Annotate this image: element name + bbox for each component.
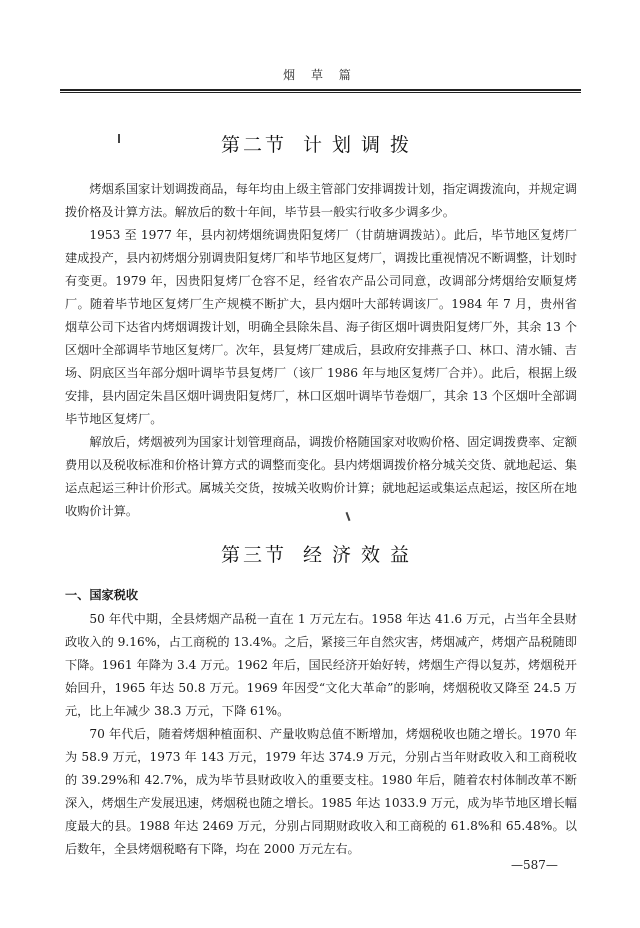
section-number: 第三节	[220, 544, 287, 566]
paragraph: 70 年代后，随着烤烟种植面积、产量收购总值不断增加，烤烟税收也随之增长。1970 年为 58.9 万元，1973 年 143 万元，1979 年达 374.9 万元，分别占当年财政收入和工商税收的 39.29%和 42.7%，成为毕节县财政收入的重要支柱。1980 年后，随着农村体制改革不断深入，烤烟生产发展迅速，烤烟税也随之增长。1985 年达 1033.9 万元，成为毕节地区增长幅度最大的县。1988 年达 2469 万元，分别占同期财政收入和工商税的 61.8%和 65.48%。以后数年，全县烤烟税略有下降，均在 2000 万元左右。	[65, 727, 577, 856]
section-name: 经济效益	[303, 544, 420, 566]
section-2-body	[65, 178, 577, 523]
page-number: —587—	[511, 858, 558, 872]
section-number: 第二节	[220, 134, 287, 156]
paragraph: 50 年代中期，全县烤烟产品税一直在 1 万元左右。1958 年达 41.6 万元，占当年全县财政收入的 9.16%，占工商税的 13.4%。之后，紧接三年自然灾害，烤烟减产，烤烟产品税随即下降。1961 年降为 3.4 万元。1962 年后，国民经济开始好转，烤烟生产得以复苏，烤烟税开始回升，1965 年达 50.8 万元。1969 年因受“文化大革命”的影响，烤烟税收又降至 24.5 万元，比上年减少 38.3 万元，下降 61%。	[65, 612, 577, 718]
paragraph: 烤烟系国家计划调拨商品，每年均由上级主管部门安排调拨计划，指定调拨流向，并规定调拨价格及计算方法。解放后的数十年间，毕节县一般实行收多少调多少。	[65, 182, 577, 219]
running-head: 烟 草 篇	[283, 68, 357, 82]
section-name: 计划调拨	[303, 134, 420, 156]
section-title-3	[0, 540, 640, 567]
section-title-2	[0, 130, 640, 157]
paragraph: 解放后，烤烟被列为国家计划管理商品，调拨价格随国家对收购价格、固定调拨费率、定额费用以及税收标准和价格计算方式的调整而变化。县内烤烟调拨价格分城关交货、就地起运、集运点起运三种计价形式。属城关交货，按城关收购价计算；就地起运或集运点起运，按区所在地收购价计算。	[65, 435, 577, 518]
paragraph: 1953 至 1977 年，县内初烤烟统调贵阳复烤厂（甘荫塘调拨站）。此后，毕节地区复烤厂建成投产，县内初烤烟分别调贵阳复烤厂和毕节地区复烤厂，调拨比重视情况不断调整，计划时有变更。1979 年，因贵阳复烤厂仓容不足，经省农产品公司同意，改调部分烤烟给安顺复烤厂。随着毕节地区复烤厂生产规模不断扩大，县内烟叶大部转调该厂。1984 年 7 月，贵州省烟草公司下达省内烤烟调拨计划，明确全县除朱昌、海子街区烟叶调贵阳复烤厂外，其余 13 个区烟叶全部调毕节地区复烤厂。次年，县复烤厂建成后，县政府安排燕子口、林口、清水铺、吉场、阴底区当年部分烟叶调毕节县复烤厂（该厂 1986 年与地区复烤厂合并）。此后，根据上级安排，县内固定朱昌区烟叶调贵阳复烤厂，林口区烟叶调毕节卷烟厂，其余 13 个区烟叶全部调毕节地区复烤厂。	[65, 228, 577, 426]
subsection-heading: 一、国家税收	[65, 588, 139, 602]
section-3-body	[65, 608, 577, 861]
header-rule	[60, 89, 581, 93]
